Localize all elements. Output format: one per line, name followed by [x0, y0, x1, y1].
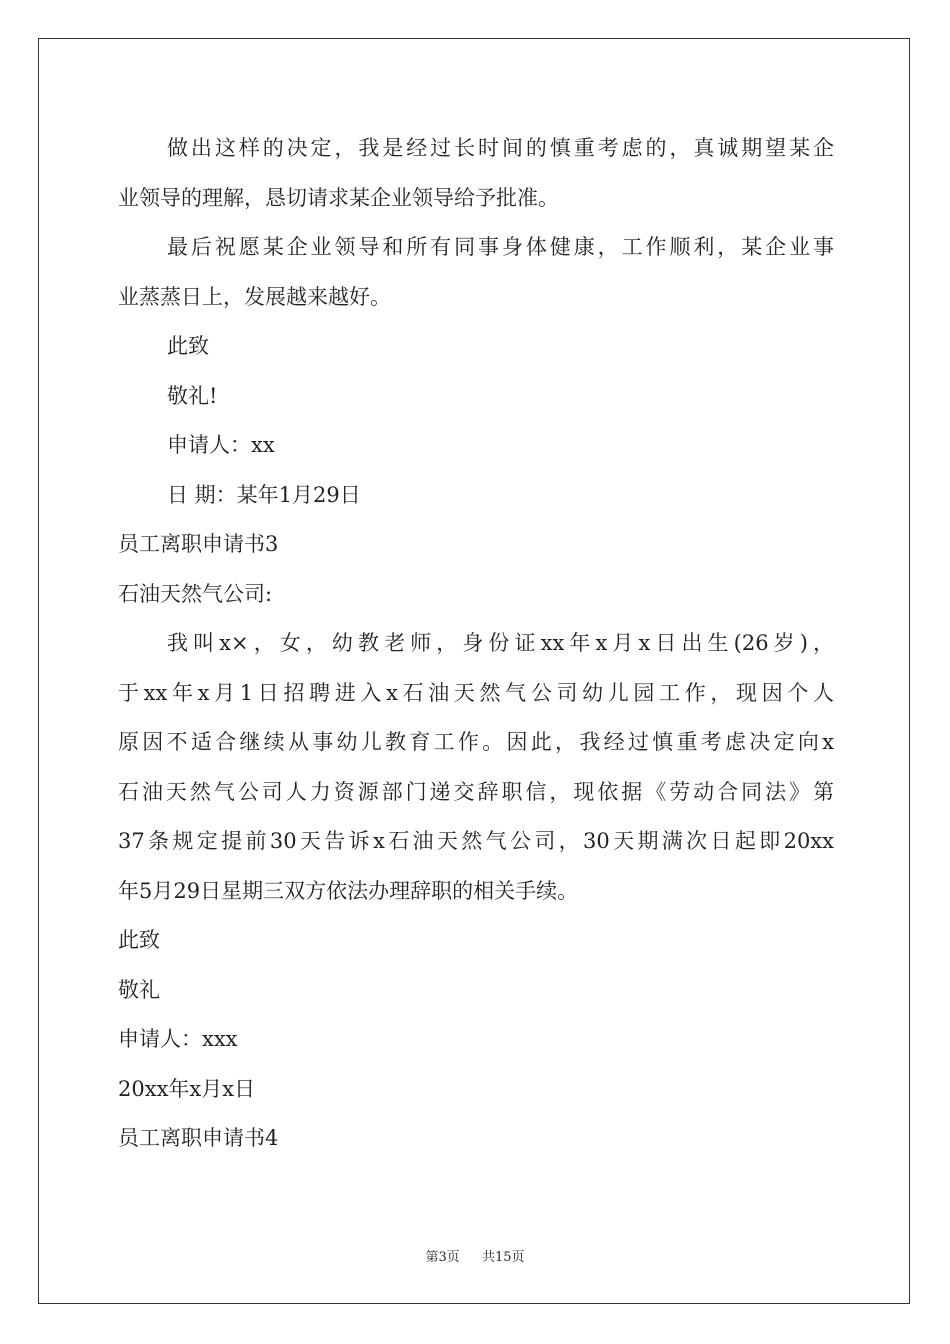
date-line: 日 期：某年1月29日 [167, 482, 361, 507]
applicant-line: 申请人：xx [167, 433, 275, 457]
paragraph-line: 做出这样的决定，我是经过长时间的慎重考虑的，真诚期望某企 [167, 136, 834, 160]
salutation: 此致 [118, 928, 160, 952]
page-number: 第3页 [425, 1250, 460, 1265]
applicant-line: 申请人：xxx [118, 1027, 238, 1051]
page-footer [0, 1246, 950, 1265]
paragraph-line: 业领导的理解，恳切请求某企业领导给予批准。 [118, 185, 559, 210]
paragraph-line: 原因不适合继续从事幼儿教育工作。因此，我经过慎重考虑决定向x [118, 730, 834, 754]
closing: 敬礼 [118, 977, 160, 1002]
paragraph-line: 37条规定提前30天告诉x石油天然气公司，30天期满次日起即20xx [118, 829, 834, 853]
paragraph-line: 石油天然气公司人力资源部门递交辞职信，现依据《劳动合同法》第 [118, 779, 834, 804]
paragraph-line: 业蒸蒸日上，发展越来越好。 [118, 284, 391, 309]
paragraph-line: 年5月29日星期三双方依法办理辞职的相关手续。 [118, 878, 579, 903]
date-line: 20xx年x月x日 [118, 1076, 256, 1101]
section-heading: 员工离职申请书4 [118, 1126, 279, 1150]
paragraph-line: 于xx年x月1日招聘进入x石油天然气公司幼儿园工作，现因个人 [118, 680, 834, 705]
total-pages: 共15页 [482, 1250, 525, 1265]
paragraph-line: 最后祝愿某企业领导和所有同事身体健康，工作顺利，某企业事 [167, 235, 834, 259]
document-body [118, 124, 834, 1164]
closing: 敬礼! [167, 383, 218, 408]
paragraph-line: 我叫x×，女，幼教老师，身份证xx年x月x日出生(26岁)， [167, 631, 834, 655]
section-heading: 员工离职申请书3 [118, 532, 279, 556]
recipient-line: 石油天然气公司: [118, 581, 273, 606]
salutation: 此致 [167, 334, 209, 358]
